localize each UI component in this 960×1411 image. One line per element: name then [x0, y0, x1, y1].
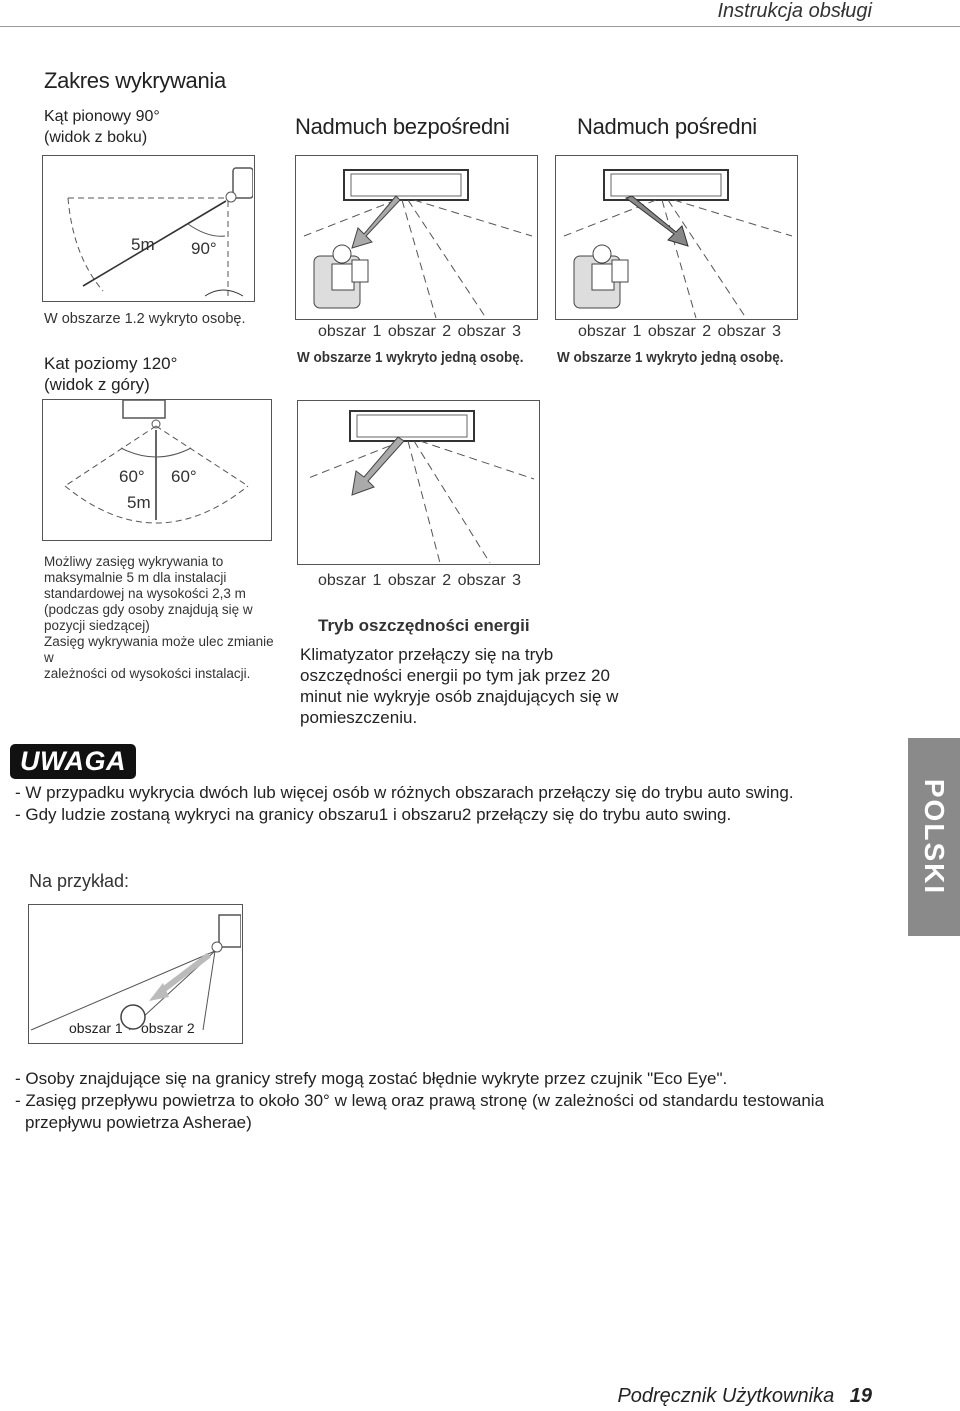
sensor-eye-shape [212, 942, 222, 952]
indirect-title: Nadmuch pośredni [577, 114, 757, 139]
indirect-caption: W obszarze 1 wykryto jedną osobę. [557, 349, 784, 366]
note-line: standardowej na wysokości 2,3 m [44, 586, 246, 601]
bottom-notes [15, 1068, 824, 1134]
zone-line-right [420, 441, 534, 479]
direct-diagram-svg [296, 156, 536, 318]
indirect-zones: obszar 1 obszar 2 obszar 3 [578, 323, 781, 340]
vertical-dist-text: 5m [131, 235, 155, 254]
angle-arc [188, 224, 225, 236]
indirect-blow-diagram [555, 155, 798, 320]
bottom-note-line: przepływu powietrza Asherae) [25, 1113, 252, 1132]
eco-zones: obszar 1 obszar 2 obszar 3 [318, 572, 521, 589]
eco-diagram-svg [298, 401, 538, 563]
example-label: Na przykład: [29, 871, 130, 891]
eco-body [300, 644, 630, 728]
angle-arc-bottom [205, 290, 243, 296]
direct-caption: W obszarze 1 wykryto jedną osobę. [297, 349, 524, 366]
horizontal-label [44, 353, 177, 395]
side-tab-label: POLSKI [919, 778, 950, 896]
warning-text [15, 782, 794, 826]
zone-line-mid-right [668, 200, 746, 318]
sensor-unit-shape [123, 400, 165, 418]
seated-person-icon [574, 245, 628, 308]
vertical-detection-diagram [42, 155, 255, 302]
eco-body-line: minut nie wykryje osób znajdujących się w [300, 687, 619, 706]
direct-title: Nadmuch bezpośredni [295, 114, 510, 139]
ac-unit-inner [611, 174, 721, 196]
note-line: zależności od wysokości instalacji. [44, 666, 251, 681]
example-diagram [28, 904, 243, 1044]
footer-title: Podręcznik Użytkownika [617, 1385, 835, 1407]
note-line: Zasięg wykrywania może ulec zmianie w [44, 634, 274, 665]
airflow-arrow [626, 196, 688, 246]
vertical-diagram-svg [43, 156, 253, 300]
example-zone1-text: obszar 1 [69, 1020, 123, 1036]
horizontal-label-line2: (widok z góry) [44, 375, 150, 394]
vertical-label [44, 106, 160, 148]
eco-mode-diagram [297, 400, 540, 565]
angle-right-text: 60° [171, 467, 197, 486]
seated-person-icon [314, 245, 368, 308]
eco-body-line: Klimatyzator przełączy się na tryb [300, 645, 554, 664]
horizontal-diagram-svg [43, 400, 270, 539]
bottom-note-line: - Zasięg przepływu powietrza to około 30° w lewą oraz prawą stronę (w zależności od standardu testowania [15, 1091, 825, 1110]
horizontal-label-line1: Kat poziomy 120° [44, 354, 178, 373]
header-title: Instrukcja obsługi [717, 0, 872, 22]
warning-badge: UWAGA [10, 744, 136, 779]
eco-body-line: pomieszczeniu. [300, 708, 418, 727]
page-header [0, 0, 960, 26]
eco-title: Tryb oszczędności energii [318, 616, 530, 635]
zone-line-mid [408, 441, 440, 563]
example-zone2-text: obszar 2 [141, 1020, 195, 1036]
sensor-unit-shape [233, 168, 253, 198]
vertical-label-line1: Kąt pionowy 90° [44, 108, 160, 125]
zone-line-mid-right [414, 441, 490, 563]
sensor-eye-shape [226, 192, 236, 202]
angle-left-text: 60° [119, 467, 145, 486]
page-footer [617, 1385, 872, 1408]
note-line: maksymalnie 5 m dla instalacji [44, 570, 227, 585]
zone-line-right [674, 200, 792, 236]
header-divider [0, 26, 960, 27]
vertical-label-line2: (widok z boku) [44, 129, 148, 146]
zone-line-mid [402, 200, 436, 318]
vertical-caption: W obszarze 1.2 wykryto osobę. [44, 311, 246, 327]
horizontal-dist-text: 5m [127, 493, 151, 512]
horizontal-note [44, 554, 284, 682]
warning-line: - Gdy ludzie zostaną wykryci na granicy obszaru1 i obszaru2 przełączy się do trybu auto swing. [15, 805, 732, 824]
eco-body-line: oszczędności energii po tym jak przez 20 [300, 666, 610, 685]
warning-line: - W przypadku wykrycia dwóch lub więcej osób w różnych obszarach przełączy się do trybu auto swing. [15, 783, 794, 802]
note-line: (podczas gdy osoby znajdują się w [44, 602, 253, 617]
direct-blow-diagram [295, 155, 538, 320]
zone-line-right [414, 200, 532, 236]
airflow-arrow [352, 196, 400, 248]
vertical-angle-text: 90° [191, 239, 217, 258]
note-line: Możliwy zasięg wykrywania to [44, 554, 224, 569]
direct-zones: obszar 1 obszar 2 obszar 3 [318, 323, 521, 340]
airflow-arrow [159, 955, 209, 993]
page-number: 19 [849, 1385, 872, 1407]
section-title: Zakres wykrywania [44, 68, 226, 93]
ac-unit-inner [357, 415, 467, 437]
zone-line-left [306, 441, 402, 479]
airflow-arrow [352, 437, 404, 495]
sensor-unit-shape [219, 915, 241, 947]
note-line: pozycji siedzącej) [44, 618, 150, 633]
example-diagram-svg [29, 905, 241, 1042]
zone-boundary-3 [203, 951, 215, 1030]
bottom-note-line: - Osoby znajdujące się na granicy strefy mogą zostać błędnie wykryte przez czujnik "Eco Eye". [15, 1069, 728, 1088]
zone-line-mid [662, 200, 696, 318]
sensor-eye-shape [152, 420, 160, 428]
indirect-diagram-svg [556, 156, 796, 318]
language-side-tab [908, 738, 960, 936]
ac-unit-inner [351, 174, 461, 196]
horizontal-detection-diagram [42, 399, 272, 541]
zone-line-mid-right [408, 200, 486, 318]
